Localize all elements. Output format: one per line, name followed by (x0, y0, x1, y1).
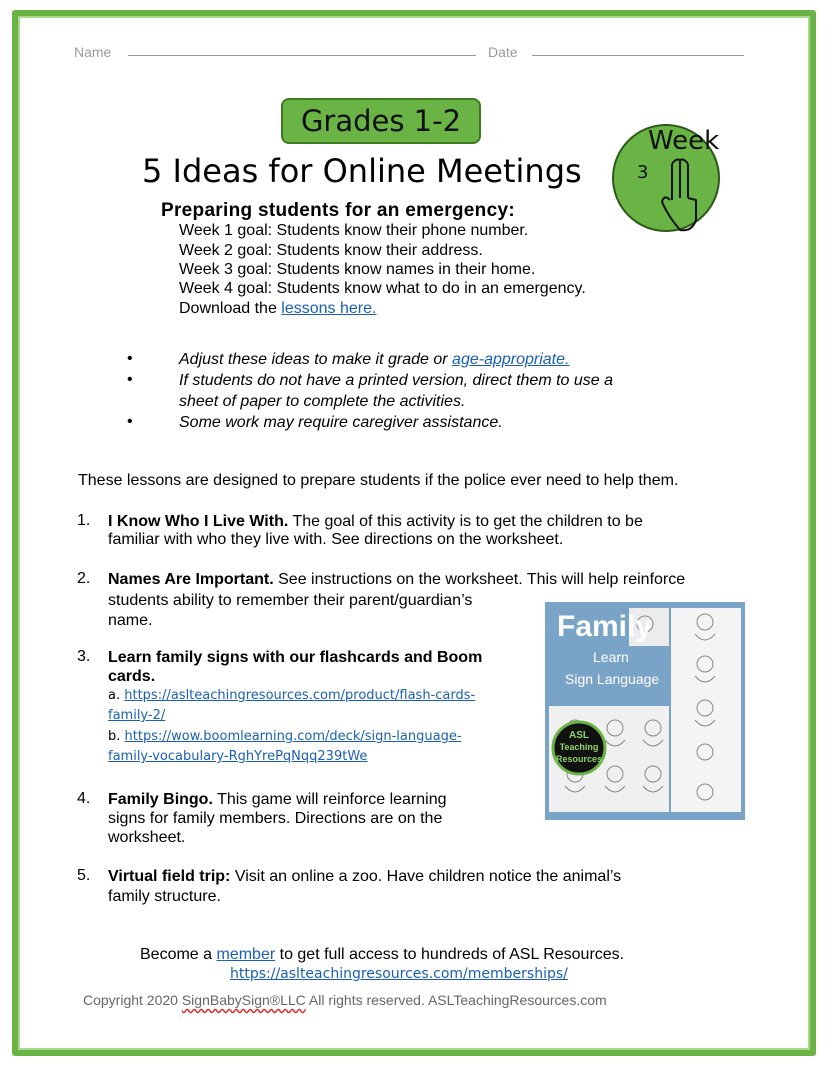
bullet-2-dot: • (127, 371, 133, 388)
item-5-title: Virtual field trip: (108, 868, 231, 885)
bullet-2-line1: If students do not have a printed version, direct them to use a (179, 372, 614, 389)
download-line (179, 299, 376, 318)
item-3-link-b-line2 (108, 747, 367, 767)
item-3-link-a-line1 (108, 686, 475, 706)
bullet-3-dot: • (127, 413, 133, 430)
thumb-line2: Sign Language (565, 671, 660, 687)
bullet-1 (179, 349, 569, 370)
copyright (83, 992, 607, 1008)
item-2-line3: name. (108, 612, 153, 629)
item-3-a-prefix: a. (108, 688, 125, 703)
item-5-text: Visit an online a zoo. Have children notice the animal’s (230, 868, 622, 885)
item-2-title: Names Are Important. (108, 571, 274, 588)
membership-url-line (230, 964, 568, 984)
intro-text: These lessons are designed to prepare students if the police ever need to help them. (78, 472, 679, 489)
date-label: Date (488, 44, 518, 60)
item-3-b-prefix: b. (108, 729, 125, 744)
thumb-line1: Learn (593, 649, 629, 665)
item-4-line1 (108, 790, 447, 809)
grades-badge: Grades 1-2 (281, 98, 481, 144)
age-appropriate-link[interactable]: age-appropriate. (452, 351, 570, 368)
item-2-number: 2. (77, 570, 91, 587)
page-title: 5 Ideas for Online Meetings (142, 152, 582, 190)
name-label: Name (74, 44, 112, 60)
item-3-number: 3. (77, 648, 91, 665)
goal-1: Week 1 goal: Students know their phone number. (179, 222, 529, 239)
item-1-line1 (108, 512, 643, 531)
item-4-text: This game will reinforce learning (212, 791, 447, 808)
item-4-line3: worksheet. (108, 829, 186, 846)
family-flashcards-thumbnail (545, 602, 745, 820)
item-1-text: The goal of this activity is to get the children to be (288, 513, 643, 530)
flashcards-link-cont[interactable]: family-2/ (108, 708, 166, 723)
item-2-line1 (108, 570, 685, 589)
goal-2: Week 2 goal: Students know their address. (179, 242, 483, 259)
item-1-number: 1. (77, 512, 91, 529)
logo-text-3: Resources (555, 754, 603, 764)
item-5-line2: family structure. (108, 888, 221, 905)
bullet-3: Some work may require caregiver assistance. (179, 414, 503, 431)
item-4-number: 4. (77, 790, 91, 807)
week-number: 3 (637, 162, 649, 183)
membership-suffix: to get full access to hundreds of ASL Resources. (275, 946, 625, 963)
item-5-line1 (108, 867, 621, 886)
thumb-title: Family (557, 610, 653, 643)
download-prefix: Download the (179, 300, 282, 317)
item-3-title-line1: Learn family signs with our flashcards and Boom (108, 649, 483, 666)
item-3-link-b-line1 (108, 727, 462, 747)
item-1-title: I Know Who I Live With. (108, 513, 289, 530)
item-1-line2: familiar with who they live with. See directions on the worksheet. (108, 531, 564, 548)
item-2-text: See instructions on the worksheet. This will help reinforce (273, 571, 686, 588)
item-4-line2: signs for family members. Directions are on the (108, 810, 443, 827)
item-3-link-a-line2 (108, 706, 165, 726)
item-4-title: Family Bingo. (108, 791, 213, 808)
item-5-number: 5. (77, 867, 91, 884)
lessons-link[interactable]: lessons here. (281, 300, 377, 317)
boom-link-cont[interactable]: family-vocabulary-RghYrePqNqq239tWe (108, 749, 368, 764)
memberships-url-link[interactable]: https://aslteachingresources.com/memberships/ (230, 966, 568, 982)
logo-text-1: ASL (569, 730, 589, 741)
name-line (128, 55, 476, 56)
bullet-2-line2: sheet of paper to complete the activities. (179, 393, 466, 410)
goal-4: Week 4 goal: Students know what to do in an emergency. (179, 280, 586, 297)
copyright-company: SignBabySign®LLC (181, 992, 306, 1008)
logo-text-2: Teaching (559, 742, 599, 752)
date-line (532, 55, 744, 56)
item-2-line2: students ability to remember their parent/guardian’s (108, 592, 473, 609)
week-badge (612, 112, 720, 244)
section-subtitle: Preparing students for an emergency: (161, 200, 515, 221)
boom-link[interactable]: https://wow.boomlearning.com/deck/sign-language- (124, 729, 462, 744)
membership-prefix: Become a (140, 946, 217, 963)
bullet-1-text: Adjust these ideas to make it grade or (179, 351, 453, 368)
member-link[interactable]: member (216, 946, 276, 963)
copyright-prefix: Copyright 2020 (83, 992, 182, 1008)
item-3-title-line2: cards. (108, 668, 156, 685)
membership-line (140, 945, 624, 964)
week-label: Week (648, 126, 720, 156)
bullet-1-dot: • (127, 350, 133, 367)
copyright-suffix: All rights reserved. ASLTeachingResources.com (305, 992, 607, 1008)
goal-3: Week 3 goal: Students know names in their home. (179, 261, 536, 278)
flashcards-link[interactable]: https://aslteachingresources.com/product/flash-cards- (124, 688, 476, 703)
